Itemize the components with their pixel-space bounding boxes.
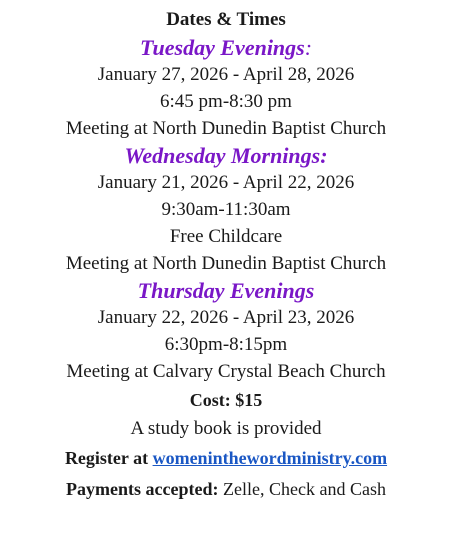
session-location-tuesday: Meeting at North Dunedin Baptist Church [65, 118, 387, 139]
register-link[interactable]: womeninthewordministry.com [152, 448, 388, 468]
session-heading-wednesday [0, 142, 452, 169]
register-label: Register at [64, 448, 153, 468]
session-heading-wednesday-colon: : [320, 143, 328, 168]
session-dates-thursday: January 22, 2026 - April 23, 2026 [97, 307, 355, 328]
session-time-tuesday: 6:45 pm-8:30 pm [160, 91, 292, 112]
session-dates-wednesday: January 21, 2026 - April 22, 2026 [97, 172, 355, 193]
register-line [0, 442, 452, 474]
cost-text: Cost: $15 [189, 390, 263, 410]
payments-line [0, 474, 452, 504]
payments-label: Payments accepted: [66, 479, 219, 499]
study-book-text: A study book is provided [130, 418, 322, 439]
session-dates-tuesday: January 27, 2026 - April 28, 2026 [97, 64, 355, 85]
session-heading-tuesday-colon: : [304, 35, 313, 60]
session-childcare-wednesday: Free Childcare [169, 226, 283, 247]
session-heading-tuesday-text: Tuesday Evenings [139, 35, 305, 60]
session-heading-thursday [0, 277, 452, 304]
session-location-wednesday: Meeting at North Dunedin Baptist Church [65, 253, 387, 274]
session-time-wednesday: 9:30am-11:30am [161, 199, 291, 220]
payments-methods: Zelle, Check and Cash [218, 479, 386, 499]
page-title: Dates & Times [166, 9, 286, 30]
session-heading-thursday-text: Thursday Evenings [137, 278, 315, 303]
session-location-thursday: Meeting at Calvary Crystal Beach Church [66, 361, 386, 382]
session-heading-wednesday-text: Wednesday Mornings [124, 143, 321, 168]
session-heading-tuesday [0, 34, 452, 61]
session-time-thursday: 6:30pm-8:15pm [164, 334, 288, 355]
